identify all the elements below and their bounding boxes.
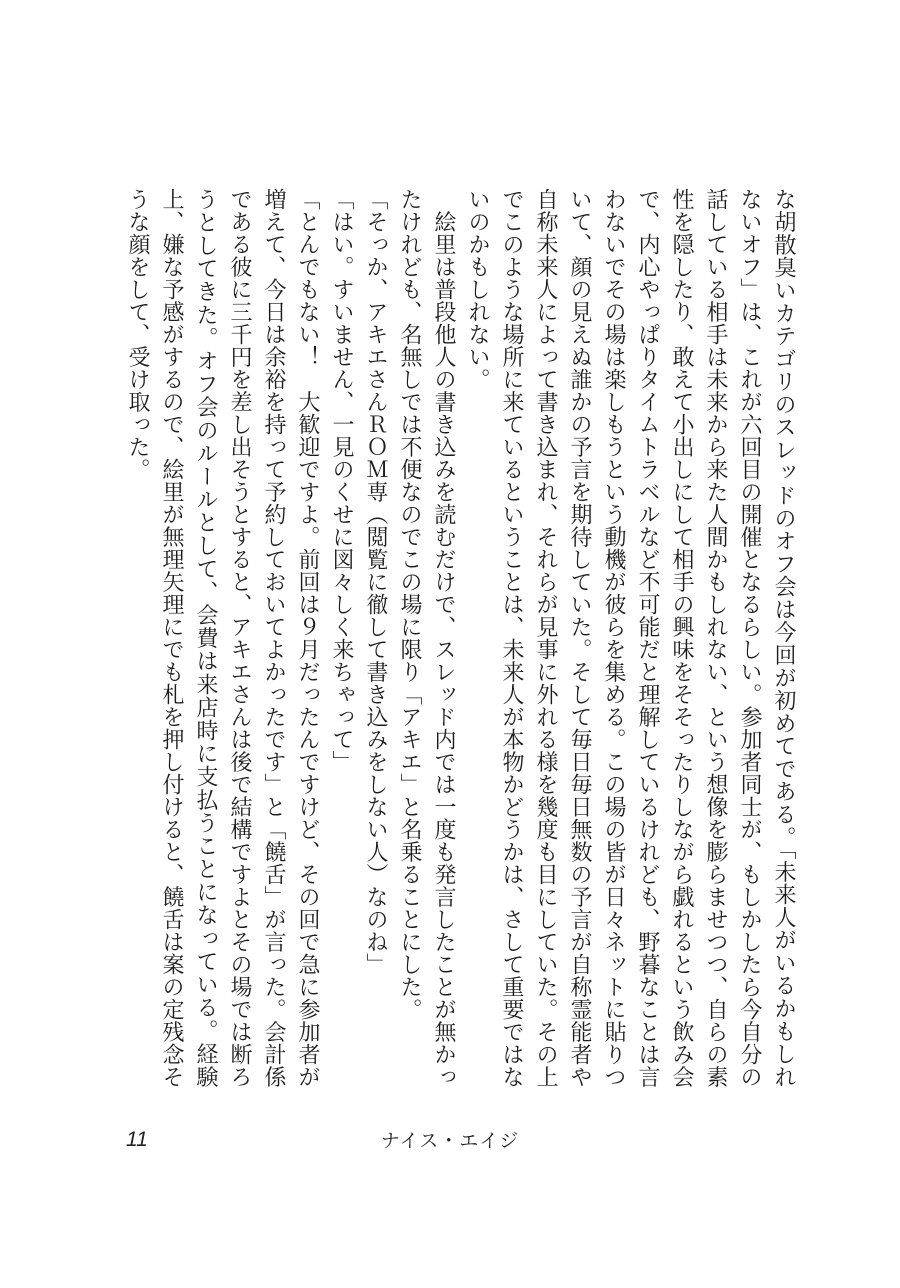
dialogue-paragraph: 「とんでもない！ 大歓迎ですよ。前回は９月だったんですけど、その回で急に参加者が増えて、今日は余裕を持って予約しておいてよかったです」と「饒舌」が言った。会計係である彼に三千円を差し出そうとすると、アキエさんは後で結構ですよとその場では断ろうとしてきた。オフ会のルールとして、会費は来店時に支払うことになっている。経験上、嫌な予感がするので、絵里が無理矢理にでも札を押し付けると、饒舌は案の定残念そうな顔をして、受け取った。 (125, 188, 320, 1088)
paragraph: な胡散臭いカテゴリのスレッドのオフ会は今回が初めてである。「未来人がいるかもしれないオフ」は、これが六回目の開催となるらしい。参加者同士が、もしかしたら今自分の話している相手は未来から来た人間かもしれない、という想像を膨らませつつ、自らの素性を隠したり、敢えて小出しにして相手の興味をそそったりしながら戯れるという飲み会で、内心やっぱりタイムトラベルなど不可能だと理解しているけれども、野暮なことは言わないでその場は楽しもうという動機が彼らを集める。この場の皆が日々ネットに貼りついて、顔の見えぬ誰かの予言を期待していた。そして毎日毎日無数の予言が自称霊能者や自称未来人によって書き込まれ、それらが見事に外れる様を幾度も目にしていた。その上でこのような場所に来ているということは、未来人が本物かどうかは、さして重要ではないのかもしれない。 (465, 188, 796, 1088)
vertical-body-text (100, 188, 800, 1088)
running-title: ナイス・エイジ (380, 1130, 520, 1152)
paragraph: 絵里は普段他人の書き込みを読むだけで、スレッド内では一度も発言したことが無かったけれども、名無しでは不便なのでこの場に限り「アキエ」と名乗ることにした。 (397, 188, 456, 1088)
page-number: 11 (126, 1128, 148, 1151)
dialogue-line: 「そっか、アキエさんＲＯＭ専（閲覧に徹して書き込みをしない人）なのね」 (363, 188, 388, 976)
dialogue-line: 「はい。すいません、一見のくせに図々しく来ちゃって」 (329, 188, 354, 773)
